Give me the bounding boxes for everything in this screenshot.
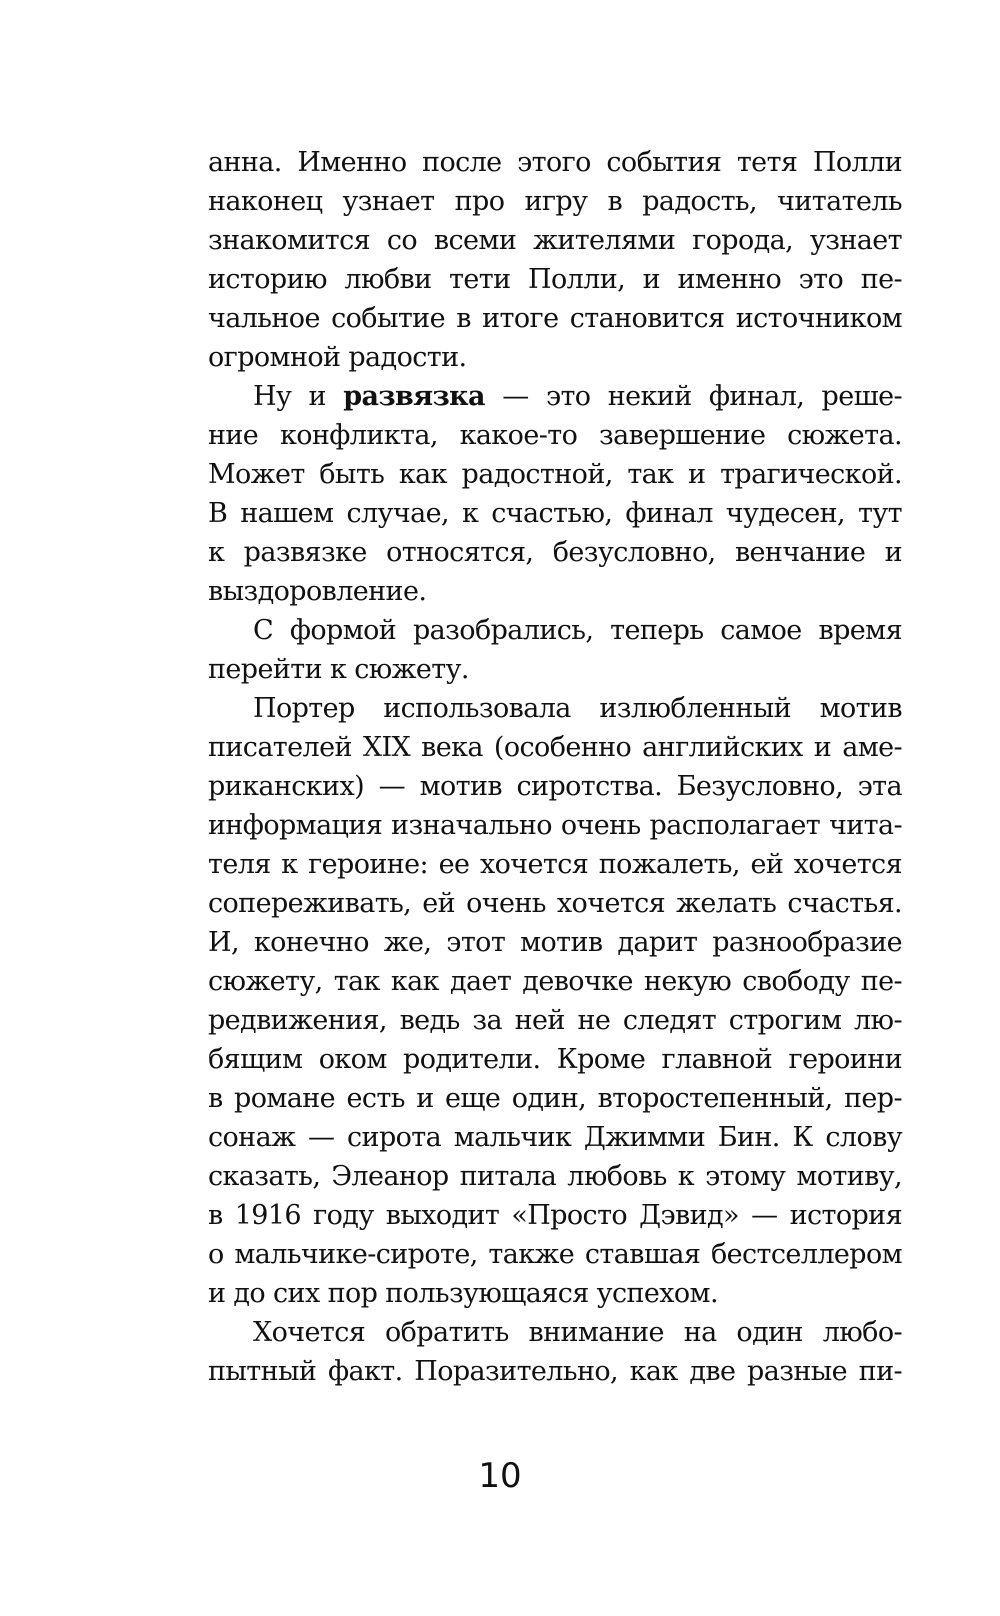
text-line: С формой разобрались, теперь самое время <box>253 615 902 646</box>
text-line: И, конечно же, этот мотив дарит разнообразие <box>208 927 902 958</box>
text-line: сюжету, так как дает девочке некую свободу пе- <box>208 966 902 997</box>
text-line: знакомится со всеми жителями города, узнает <box>208 225 902 256</box>
text-line: писателей XIX века (особенно английских и аме- <box>208 732 902 763</box>
bold-term: развязка <box>343 381 485 412</box>
text-line: наконец узнает про игру в радость, читатель <box>208 186 902 217</box>
text-run: Ну и <box>253 381 344 412</box>
text-line: историю любви тети Полли, и именно это пе- <box>208 264 902 295</box>
text-line: в романе есть и еще один, второстепенный, пер- <box>208 1083 902 1114</box>
text-line: В нашем случае, к счастью, финал чудесен, тут <box>208 498 902 529</box>
text-line: Портер использовала излюбленный мотив <box>253 693 902 724</box>
text-line: выздоровление. <box>208 576 427 607</box>
text-line: к развязке относятся, безусловно, венчание и <box>208 537 902 568</box>
text-line: ние конфликта, какое-то завершение сюжета. <box>208 420 902 451</box>
text-line: Может быть как радостной, так и трагической. <box>208 459 902 490</box>
text-line: редвижения, ведь за ней не следят строгим лю- <box>208 1005 902 1036</box>
text-line: теля к героине: ее хочется пожалеть, ей хочется <box>208 849 902 880</box>
text-line: бящим оком родители. Кроме главной героини <box>208 1044 902 1075</box>
text-line: чальное событие в итоге становится источником <box>208 303 902 334</box>
text-line: риканских) — мотив сиротства. Безусловно, эта <box>208 771 902 802</box>
text-line: в 1916 году выходит «Просто Дэвид» — история <box>208 1200 902 1231</box>
text-line: пытный факт. Поразительно, как две разные пи- <box>208 1356 902 1387</box>
paragraph-1 <box>208 143 902 377</box>
text-line <box>208 377 902 416</box>
paragraph-5 <box>208 1313 902 1391</box>
text-line: информация изначально очень располагает чита- <box>208 810 902 841</box>
text-line: огромной радости. <box>208 342 467 373</box>
text-line: анна. Именно после этого события тетя Полли <box>208 147 902 178</box>
text-line: и до сих пор пользующаяся успехом. <box>208 1278 718 1309</box>
text-line: Хочется обратить внимание на один любо- <box>253 1317 902 1348</box>
paragraph-4 <box>208 689 902 1313</box>
text-line: о мальчике-сироте, также ставшая бестселлером <box>208 1239 902 1270</box>
text-run: — это некий финал, реше- <box>484 381 902 412</box>
paragraph-3 <box>208 611 902 689</box>
body-text <box>208 143 902 1391</box>
text-line: сопереживать, ей очень хочется желать счастья. <box>208 888 902 919</box>
text-line: перейти к сюжету. <box>208 654 469 685</box>
text-line: сказать, Элеанор питала любовь к этому мотиву, <box>208 1161 902 1192</box>
page-number: 10 <box>478 1456 522 1496</box>
paragraph-2 <box>208 377 902 611</box>
text-line: сонаж — сирота мальчик Джимми Бин. К слову <box>208 1122 902 1153</box>
